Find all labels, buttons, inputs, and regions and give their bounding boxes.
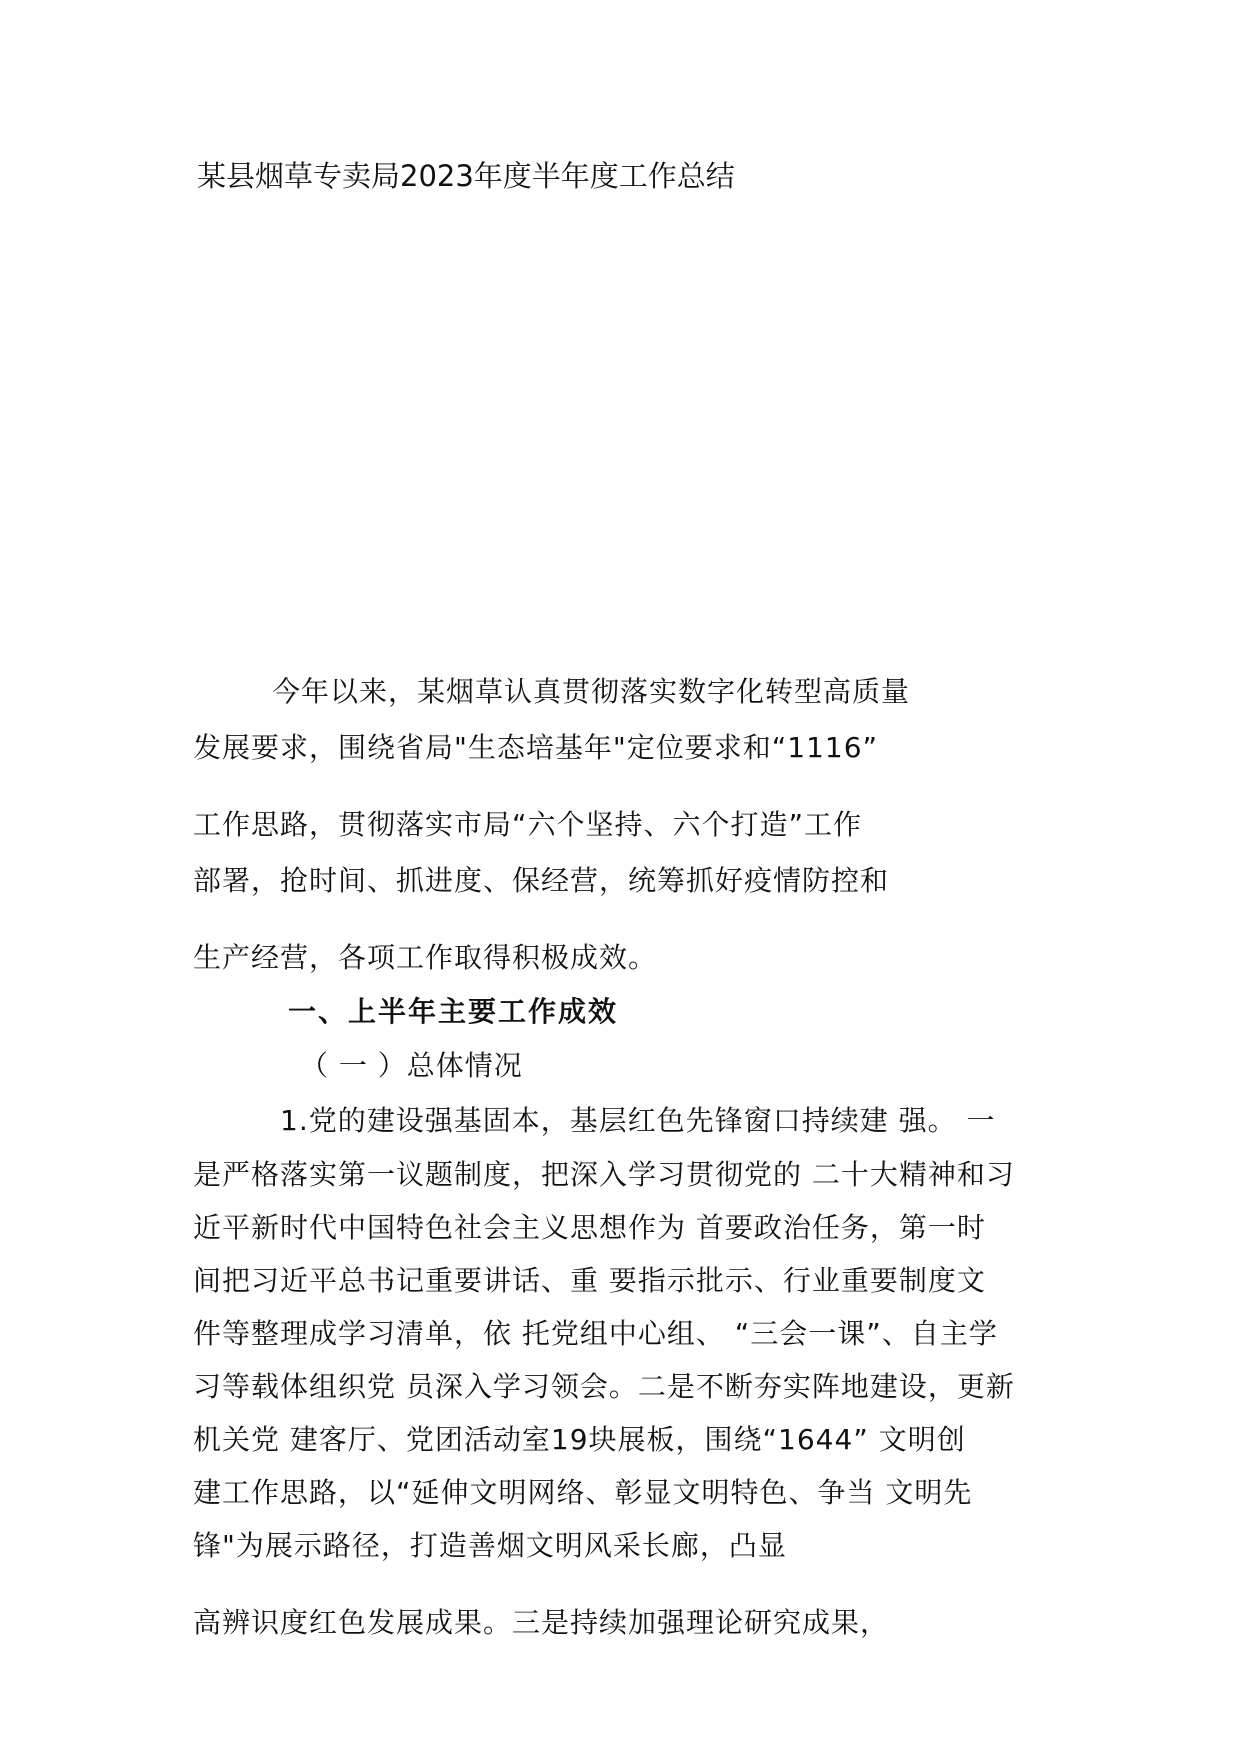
body-line-11: 间把习近平总书记重要讲话、重 要指示批示、行业重要制度文 — [193, 1264, 986, 1297]
body-line-8: 1.党的建设强基固本，基层红色先锋窗口持续建 强。 一 — [280, 1104, 996, 1137]
body-line-3: 工作思路，贯彻落实市局“六个坚持、六个打造”工作 — [193, 808, 863, 841]
body-line-4: 部署，抢时间、抓进度、保经营，统筹抓好疫情防控和 — [193, 864, 890, 897]
body-line-15: 建工作思路，以“延伸文明网络、彰显文明特色、争当 文明先 — [193, 1476, 973, 1509]
body-line-5: 生产经营，各项工作取得积极成效。 — [193, 941, 658, 974]
body-line-13: 习等载体组织党 员深入学习领会。二是不断夯实阵地建设，更新 — [193, 1370, 1015, 1403]
body-line-14: 机关党 建客厅、党团活动室19块展板，围绕“1644” 文明创 — [193, 1423, 966, 1456]
body-line-17: 高辨识度红色发展成果。三是持续加强理论研究成果， — [193, 1606, 890, 1639]
body-line-10: 近平新时代中国特色社会主义思想作为 首要政治任务，第一时 — [193, 1211, 986, 1244]
body-line-1: 今年以来，某烟草认真贯彻落实数字化转型高质量 — [272, 675, 911, 708]
body-line-2: 发展要求，围绕省局"生态培基年"定位要求和“1116” — [193, 731, 879, 764]
section-heading: 一、上半年主要工作成效 — [288, 995, 619, 1028]
document-title: 某县烟草专卖局2023年度半年度工作总结 — [197, 159, 735, 193]
body-line-16: 锋"为展示路径，打造善烟文明风采长廊，凸显 — [193, 1529, 787, 1562]
body-line-12: 件等整理成学习清单，依 托党组中心组、 “三会一课”、自主学 — [193, 1317, 998, 1350]
body-line-9: 是严格落实第一议题制度，把深入学习贯彻党的 二十大精神和习 — [193, 1158, 1015, 1191]
subsection-heading: （ 一 ）总体情况 — [300, 1049, 523, 1082]
